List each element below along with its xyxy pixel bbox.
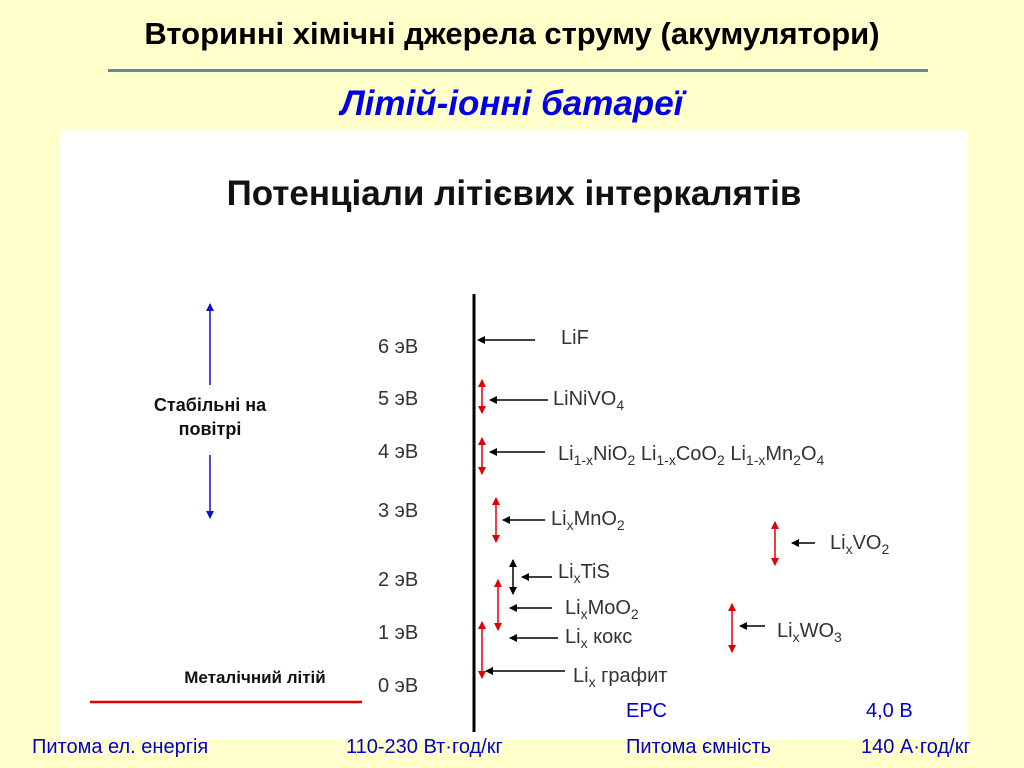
level-5: 5 эВ xyxy=(378,388,419,410)
compound-limoo2: $Li_xMoO_2$ xyxy=(565,597,639,622)
level-6: 6 эВ xyxy=(378,336,419,358)
erc-label: ЕРС xyxy=(626,700,667,722)
diagram-heading: Потенціали літієвих інтеркалятів xyxy=(226,174,802,213)
compound-liwo3: $Li_xWO_3$ xyxy=(777,620,842,645)
compound-lif: LiF xyxy=(561,327,589,349)
compound-livo2: $Li_xVO_2$ xyxy=(830,532,890,557)
compound-limno2: $Li_xMnO_2$ xyxy=(551,508,625,533)
compound-ligraphite: $Li_x$ графит xyxy=(573,665,668,690)
level-1: 1 эВ xyxy=(378,622,419,644)
erc-value: 4,0 В xyxy=(866,700,913,722)
stable-in-air-label: Стабільні на повітрі xyxy=(153,395,267,439)
energy-label: Питома ел. енергія xyxy=(32,736,209,758)
capacity-value: 140 А·год/кг xyxy=(861,736,971,758)
level-0: 0 эВ xyxy=(378,675,419,697)
level-4: 4 эВ xyxy=(378,441,419,463)
compound-licoke: $Li_x$ кокс xyxy=(565,626,633,651)
compound-litis: $Li_xTiS$ xyxy=(558,561,610,586)
compound-li-oxides: $Li_{1-x}NiO_2$ $Li_{1-x}CoO_2$ $Li_{1-x}Mn_2O_4$ xyxy=(558,443,825,468)
level-3: 3 эВ xyxy=(378,500,419,522)
energy-value: 110-230 Вт·год/кг xyxy=(346,736,503,758)
metallic-lithium-label: Металічний літій xyxy=(184,668,326,687)
level-2: 2 эВ xyxy=(378,569,419,591)
compound-linivo4: LiNiVO$_4$ xyxy=(553,388,625,413)
slide-subtitle: Літій-іонні батареї xyxy=(340,84,684,123)
slide-title: Вторинні хімічні джерела струму (акумулятори) xyxy=(144,16,880,51)
capacity-label: Питома ємність xyxy=(626,736,772,758)
